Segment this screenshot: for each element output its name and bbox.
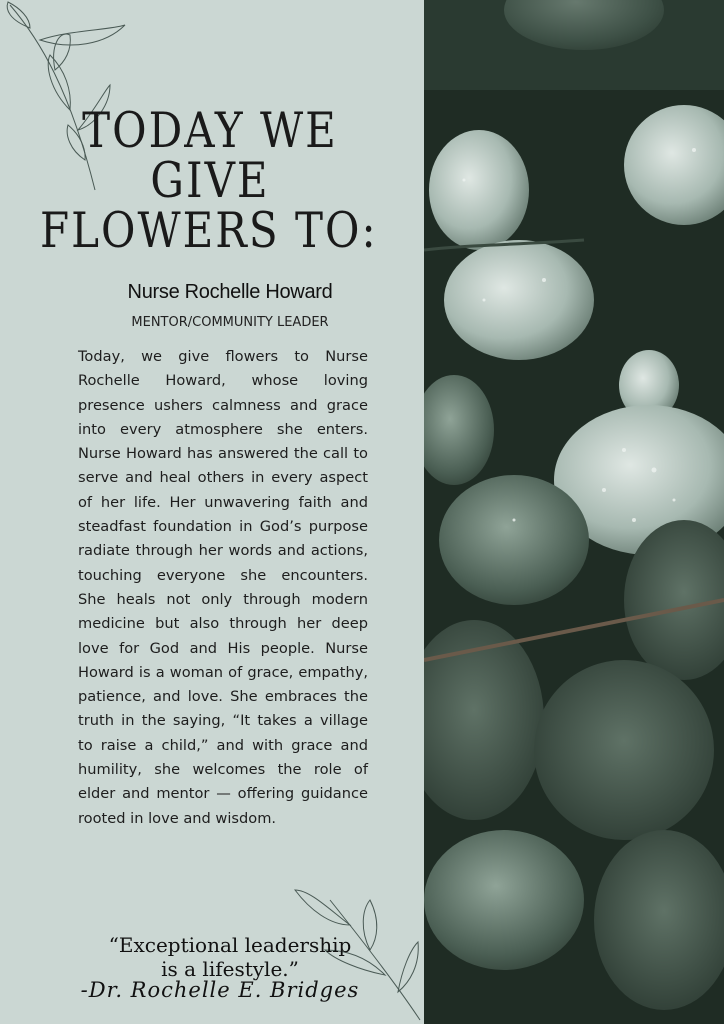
eucalyptus-photo bbox=[424, 0, 724, 1024]
title-line-3: FLOWERS TO: bbox=[40, 202, 378, 259]
quote-line-1: “Exceptional leadership bbox=[108, 933, 352, 957]
honoree-role: MENTOR/COMMUNITY LEADER bbox=[131, 315, 329, 330]
eucalyptus-leaves-image bbox=[424, 0, 724, 1024]
quote-attribution: -Dr. Rochelle E. Bridges bbox=[80, 978, 360, 1002]
leadership-quote bbox=[60, 933, 400, 981]
tribute-paragraph: Today, we give flowers to Nurse Rochelle Howard, whose loving presence ushers calmness and grace into every atmosphere she enters. Nurse Howard has answered the call to serve and heal others in every aspect of her life. Her unwavering faith and steadfast foundation in God’s purpose radiate through her words and actions, touching everyone she encounters. She heals not only through modern medicine but also through her deep love for God and His people. Nurse Howard is a woman of grace, empathy, patience, and love. She embraces the truth in the saying, “It takes a village to raise a child,” and with grace and humility, she welcomes the role of elder and mentor — offering guidance rooted in love and wisdom. bbox=[78, 348, 368, 827]
page-title bbox=[40, 102, 380, 259]
title-line-2: GIVE bbox=[150, 152, 270, 209]
title-line-1: TODAY WE bbox=[82, 102, 338, 159]
quote-line-2: is a lifestyle.” bbox=[161, 957, 299, 981]
honoree-name: Nurse Rochelle Howard bbox=[127, 281, 333, 303]
